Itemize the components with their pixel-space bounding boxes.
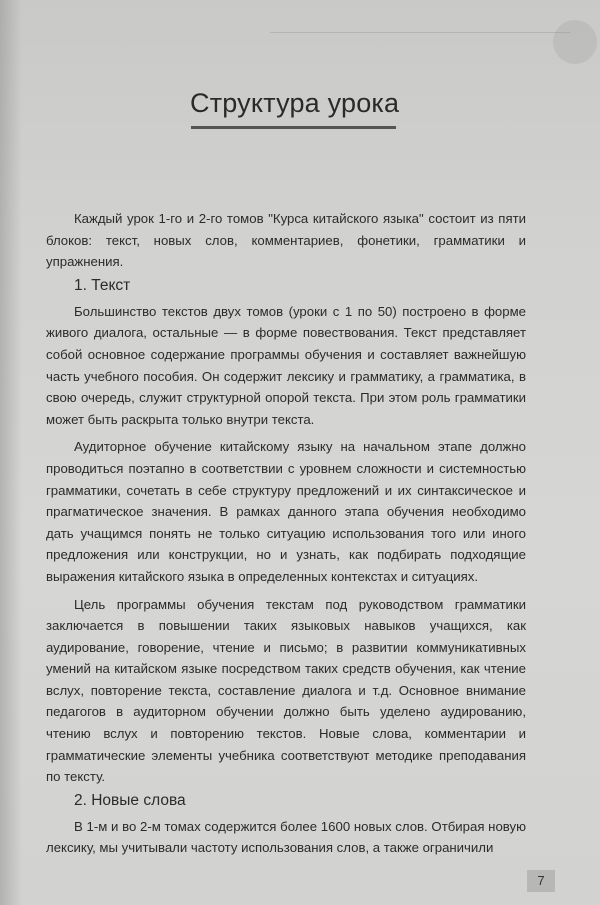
document-body: [46, 208, 526, 859]
bleed-through-header-rule: [270, 32, 570, 33]
paragraph: Аудиторное обучение китайскому языку на начальном этапе должно проводиться поэтапно в соответствии с уровнем сложности и системностью грамматики, сочетать в себе структуру предложений и их синтаксическое и прагматическое значения. В рамках данного этапа обучения необходимо дать учащимся понять не только ситуацию использования того или иного предложения или конструкции, но и узнать, как подбирать подходящие выражения китайского языка в определенных контекстах и ситуациях.: [46, 439, 526, 584]
paragraph: В 1-м и во 2-м томах содержится более 1600 новых слов. Отбирая новую лексику, мы учитывали частоту использования слов, а также ограничили: [46, 818, 526, 856]
intro-paragraph: Каждый урок 1-го и 2-го томов "Курса китайского языка" состоит из пяти блоков: текст, новых слов, комментариев, фонетики, грамматики и упражнения.: [46, 211, 526, 270]
page-edge-shadow: [0, 0, 22, 905]
title-underline: [191, 126, 396, 129]
paragraph: Цель программы обучения текстам под руководством грамматики заключается в повышении таких языковых навыков учащихся, как аудирование, говорение, чтение и письмо; в развитии коммуникативных умений на китайском языке посредством таких средств обучения, как чтение вслух, повторение текста, составление диалога и т.д. Основное внимание педагогов в аудиторном обучении должно быть уделено аудированию, чтению вслух и повторению текстов. Новые слова, комментарии и грамматические элементы учебника соответствуют методике преподавания по тексту.: [46, 596, 526, 785]
bleed-through-logo: [553, 20, 597, 64]
page-number: 7: [527, 870, 555, 892]
page-title: Структура урока: [190, 88, 400, 118]
paragraph: Большинство текстов двух томов (уроки с 1 по 50) построено в форме живого диалога, остальные — в форме повествования. Текст представляет собой основное содержание программы обучения и составляет важнейшую часть учебного пособия. Он содержит лексику и грамматику, а грамматика, в свою очередь, служит структурной опорой текста. При этом роль грамматики может быть раскрыта только внутри текста.: [46, 303, 526, 427]
section-heading-text: 1. Текст: [74, 276, 131, 294]
section-heading-new-words: 2. Новые слова: [74, 791, 186, 809]
